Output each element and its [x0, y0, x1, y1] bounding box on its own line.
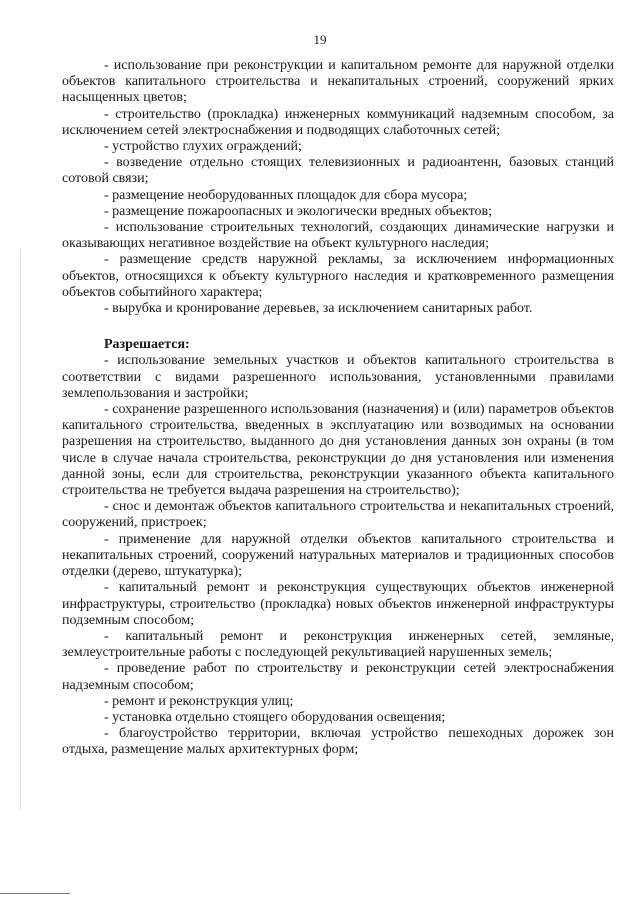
list-item: - сохранение разрешенного использования (назначения) и (или) параметров объектов капитального строительства, введенных в эксплуатацию или возводимых на основании разрешения на строительство, выданного до дня установления данных зон охраны (в том числе в случае начала строительства, реконструкции до дня установления или изменения данной зоны, если для строительства, реконструкции указанного объекта капитального строительства не требуется выдача разрешения на строительство);: [62, 402, 614, 499]
list-item: - вырубка и кронирование деревьев, за исключением санитарных работ.: [104, 301, 533, 317]
list-item: - капитальный ремонт и реконструкция инженерных сетей, земляные, землеустроительные работы с последующей рекультивацией нарушенных земель;: [62, 628, 614, 661]
list-item: - размещение пожароопасных и экологически вредных объектов;: [104, 203, 493, 219]
allowed-list: [62, 353, 614, 758]
list-item: - использование строительных технологий, создающих динамические нагрузки и оказывающих негативное воздействие на объект культурного наследия;: [62, 220, 614, 252]
document-body: [62, 58, 614, 759]
list-item: - возведение отдельно стоящих телевизионных и радиоантенн, базовых станций сотовой связи;: [62, 155, 614, 187]
list-item: - размещение средств наружной рекламы, за исключением информационных объектов, относящихся к объекту культурного наследия и кратковременного размещения объектов событийного характера;: [62, 252, 614, 300]
list-item: - применение для наружной отделки объектов капитального строительства и некапитальных строений, сооружений натуральных материалов и традиционных способов отделки (дерево, штукатурка);: [62, 531, 614, 580]
list-item: - устройство глухих ограждений;: [104, 139, 302, 155]
list-item: - размещение необорудованных площадок для сбора мусора;: [104, 187, 468, 203]
scan-edge-shadow: [20, 250, 21, 810]
page-number: 19: [313, 32, 327, 47]
list-item: - использование земельных участков и объектов капитального строительства в соответствии с видами разрешенного использования, установленными правилами землепользования и застройки;: [62, 353, 614, 401]
list-item: - проведение работ по строительству и реконструкции сетей электроснабжения надземным способом;: [62, 661, 614, 693]
list-item: - установка отдельно стоящего оборудования освещения;: [104, 709, 446, 725]
prohibited-list: [62, 58, 614, 317]
list-item: - капитальный ремонт и реконструкция существующих объектов инженерной инфраструктуры, строительство (прокладка) новых объектов инженерной инфраструктуры подземным способом;: [62, 580, 614, 628]
list-item: - строительство (прокладка) инженерных коммуникаций надземным способом, за исключением сетей электроснабжения и подводящих слаботочных сетей;: [62, 106, 614, 138]
footnote-rule: [0, 893, 70, 894]
list-item: - ремонт и реконструкция улиц;: [104, 693, 294, 709]
section-heading-allowed: Разрешается:: [104, 337, 190, 353]
list-item: - использование при реконструкции и капитальном ремонте для наружной отделки объектов капитального строительства и некапитальных строений, сооружений ярких насыщенных цветов;: [62, 58, 614, 106]
list-item: - благоустройство территории, включая устройство пешеходных дорожек зон отдыха, размещение малых архитектурных форм;: [62, 726, 614, 758]
list-item: - снос и демонтаж объектов капитального строительства и некапитальных строений, сооружений, пристроек;: [62, 499, 614, 531]
